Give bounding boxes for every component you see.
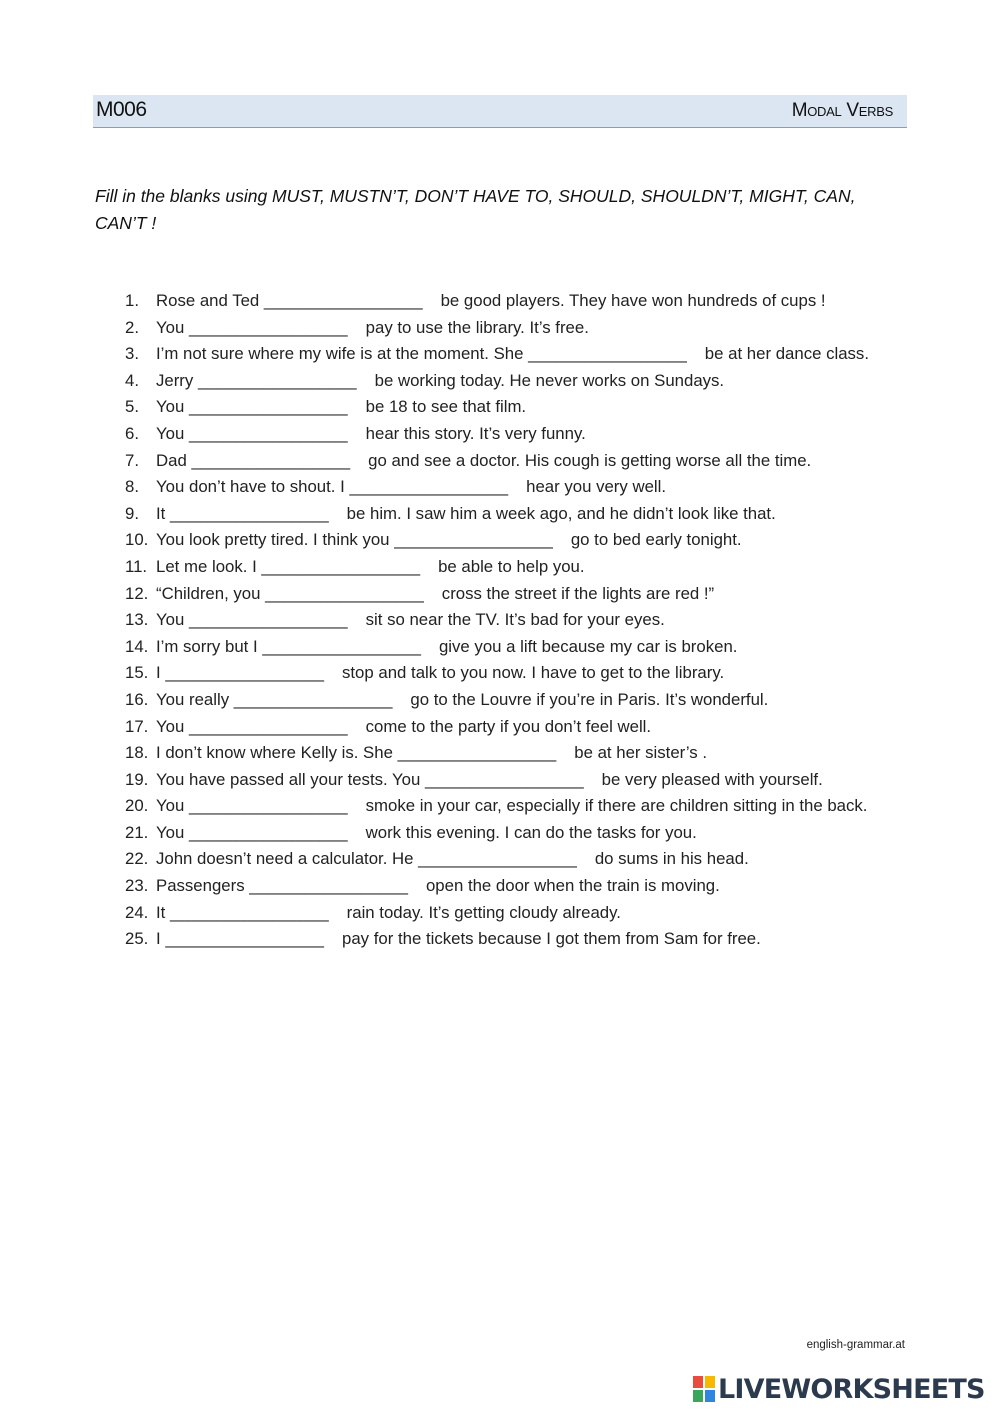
logo-tile: [693, 1376, 703, 1388]
exercise-text-after: be able to help you.: [433, 556, 585, 576]
instructions: Fill in the blanks using MUST, MUSTN’T, DON’T HAVE TO, SHOULD, SHOULDN’T, MIGHT, CAN, CAN’T !: [95, 186, 856, 233]
exercise-text-after: be good players. They have won hundreds of cups !: [435, 291, 826, 310]
exercise-text-before: Dad: [156, 450, 192, 470]
exercise-text-after: hear this story. It’s very funny.: [360, 423, 586, 443]
exercise-number: 21.: [125, 822, 149, 842]
answer-blank[interactable]: _________________: [188, 822, 348, 842]
exercise-item: [125, 474, 895, 501]
exercise-item: [125, 714, 895, 741]
exercise-text-before: John doesn’t need a calculator. He: [156, 849, 419, 869]
exercise-number: 25.: [125, 929, 149, 949]
exercise-number: 6.: [125, 423, 139, 443]
exercise-number: 11.: [125, 556, 148, 576]
exercise-text-after: pay for the tickets because I got them from Sam for free.: [337, 929, 761, 949]
exercise-item: [125, 527, 895, 554]
answer-blank[interactable]: _________________: [249, 876, 408, 896]
answer-blank[interactable]: _________________: [233, 689, 393, 709]
exercise-number: 3.: [125, 344, 139, 364]
exercise-text-before: It: [156, 902, 170, 922]
exercise-item: [125, 900, 895, 927]
exercise-item: [125, 660, 895, 687]
exercise-text-after: come to the party if you don’t feel well.: [360, 716, 652, 736]
exercise-number: 10.: [125, 530, 149, 550]
exercise-text-after: give you a lift because my car is broken.: [434, 636, 738, 656]
exercise-text-after: be working today. He never works on Sundays.: [369, 370, 725, 390]
exercise-text-before: You: [156, 397, 189, 417]
exercise-text-after: cross the street if the lights are red !”: [437, 583, 715, 603]
exercise-text-before: I don’t know where Kelly is. She: [156, 743, 398, 763]
exercise-number: 20.: [125, 796, 149, 816]
answer-blank[interactable]: _________________: [528, 344, 687, 364]
exercise-item: [125, 926, 895, 953]
exercise-item: [125, 421, 895, 448]
exercise-item: [125, 341, 895, 368]
exercise-text-before: You don’t have to shout. I: [156, 477, 350, 497]
exercise-item: [125, 501, 895, 528]
exercise-item: [125, 607, 895, 634]
exercise-item: [125, 581, 895, 608]
exercise-text-after: sit so near the TV. It’s bad for your eyes.: [360, 610, 665, 630]
exercise-text-after: work this evening. I can do the tasks for you.: [360, 822, 697, 842]
answer-blank[interactable]: _________________: [165, 929, 324, 949]
exercise-text-before: Passengers: [156, 876, 250, 896]
answer-blank[interactable]: _________________: [165, 663, 324, 683]
exercise-number: 24.: [125, 902, 149, 922]
exercise-item: [125, 740, 895, 767]
exercise-text-before: You look pretty tired. I think you: [156, 530, 395, 550]
exercise-item: [125, 767, 895, 794]
liveworksheets-logo-icon: [693, 1376, 715, 1402]
exercise-item: [125, 554, 895, 581]
exercise-text-after: go and see a doctor. His cough is getting worse all the time.: [363, 450, 812, 470]
exercise-text-before: Rose and Ted: [156, 291, 264, 310]
exercise-number: 13.: [125, 610, 149, 630]
exercise-text-before: I’m not sure where my wife is at the moment. She: [156, 344, 529, 364]
exercise-item: [125, 820, 895, 847]
answer-blank[interactable]: _________________: [188, 423, 348, 443]
exercise-list: [125, 288, 895, 953]
exercise-number: 17.: [125, 716, 149, 736]
answer-blank[interactable]: _________________: [188, 317, 348, 337]
exercise-text-after: do sums in his head.: [590, 849, 749, 869]
answer-blank[interactable]: _________________: [191, 450, 351, 470]
exercise-text-after: hear you very well.: [521, 477, 667, 497]
exercise-item: [125, 873, 895, 900]
exercise-text-before: I’m sorry but I: [156, 636, 263, 656]
exercise-text-before: You: [156, 317, 189, 337]
exercise-number: 15.: [125, 663, 149, 683]
exercise-text-after: open the door when the train is moving.: [421, 876, 720, 896]
exercise-item: [125, 634, 895, 661]
exercise-text-before: I: [156, 929, 166, 949]
exercise-item: [125, 315, 895, 342]
answer-blank[interactable]: _________________: [265, 583, 424, 603]
answer-blank[interactable]: _________________: [188, 796, 348, 816]
answer-blank[interactable]: _________________: [188, 716, 348, 736]
exercise-text-before: You: [156, 610, 189, 630]
exercise-text-before: Let me look. I: [156, 556, 262, 576]
exercise-text-after: smoke in your car, especially if there are children sitting in the back.: [360, 796, 868, 816]
exercise-text-after: be very pleased with yourself.: [597, 769, 823, 789]
answer-blank[interactable]: _________________: [262, 636, 421, 656]
worksheet-code: M006: [96, 98, 147, 121]
exercise-text-after: pay to use the library. It’s free.: [360, 317, 589, 337]
exercise-text-before: You: [156, 796, 189, 816]
exercise-text-before: You: [156, 716, 189, 736]
exercise-number: 2.: [125, 317, 139, 337]
exercise-number: 23.: [125, 876, 149, 896]
exercise-text-after: be at her sister’s .: [569, 743, 708, 763]
exercise-number: 4.: [125, 370, 139, 390]
exercise-number: 8.: [125, 477, 139, 497]
answer-blank[interactable]: _________________: [349, 477, 509, 497]
brand-name: LIVEWORKSHEETS: [718, 1373, 985, 1405]
exercise-text-before: It: [156, 503, 170, 523]
exercise-number: 5.: [125, 397, 139, 417]
answer-blank[interactable]: _________________: [170, 503, 329, 523]
exercise-number: 12.: [125, 583, 149, 603]
answer-blank[interactable]: _________________: [418, 849, 577, 869]
answer-blank[interactable]: _________________: [261, 556, 421, 576]
logo-tile: [693, 1390, 703, 1402]
answer-blank[interactable]: _________________: [197, 370, 357, 390]
exercise-text-before: You: [156, 423, 189, 443]
exercise-text-after: be at her dance class.: [700, 344, 869, 364]
exercise-item: [125, 687, 895, 714]
answer-blank[interactable]: _________________: [425, 769, 584, 789]
exercise-item: [125, 368, 895, 395]
exercise-number: 9.: [125, 503, 139, 523]
exercise-number: 7.: [125, 450, 139, 470]
exercise-text-before: I: [156, 663, 166, 683]
exercise-text-before: You: [156, 822, 189, 842]
answer-blank[interactable]: _________________: [263, 291, 423, 310]
exercise-text-before: Jerry: [156, 370, 198, 390]
exercise-number: 18.: [125, 743, 149, 763]
exercise-text-before: You really: [156, 689, 234, 709]
exercise-text-after: go to bed early tonight.: [566, 530, 742, 550]
logo-tile: [705, 1390, 715, 1402]
exercise-item: [125, 394, 895, 421]
answer-blank[interactable]: _________________: [188, 610, 348, 630]
exercise-number: 14.: [125, 636, 149, 656]
liveworksheets-brand: [693, 1372, 985, 1406]
exercise-text-after: rain today. It’s getting cloudy already.: [342, 902, 621, 922]
answer-blank[interactable]: _________________: [170, 902, 329, 922]
exercise-text-before: “Children, you: [156, 583, 266, 603]
exercise-item: [125, 288, 895, 315]
worksheet-topic: Modal Verbs: [791, 100, 893, 121]
exercise-text-after: stop and talk to you now. I have to get to the library.: [337, 663, 725, 683]
exercise-item: [125, 793, 895, 820]
exercise-text-after: go to the Louvre if you’re in Paris. It’s wonderful.: [405, 689, 769, 709]
exercise-number: 22.: [125, 849, 149, 869]
answer-blank[interactable]: _________________: [397, 743, 557, 763]
logo-tile: [705, 1376, 715, 1388]
exercise-text-after: be him. I saw him a week ago, and he didn’t look like that.: [342, 503, 776, 523]
exercise-number: 19.: [125, 769, 149, 789]
exercise-text-after: be 18 to see that film.: [360, 397, 527, 417]
exercise-item: [125, 846, 895, 873]
answer-blank[interactable]: _________________: [188, 397, 348, 417]
answer-blank[interactable]: _________________: [394, 530, 553, 550]
exercise-number: 1.: [125, 291, 139, 310]
exercise-text-before: You have passed all your tests. You: [156, 769, 426, 789]
exercise-number: 16.: [125, 689, 149, 709]
source-credit: english-grammar.at: [806, 1339, 905, 1351]
worksheet-header: [93, 95, 907, 128]
exercise-item: [125, 448, 895, 475]
